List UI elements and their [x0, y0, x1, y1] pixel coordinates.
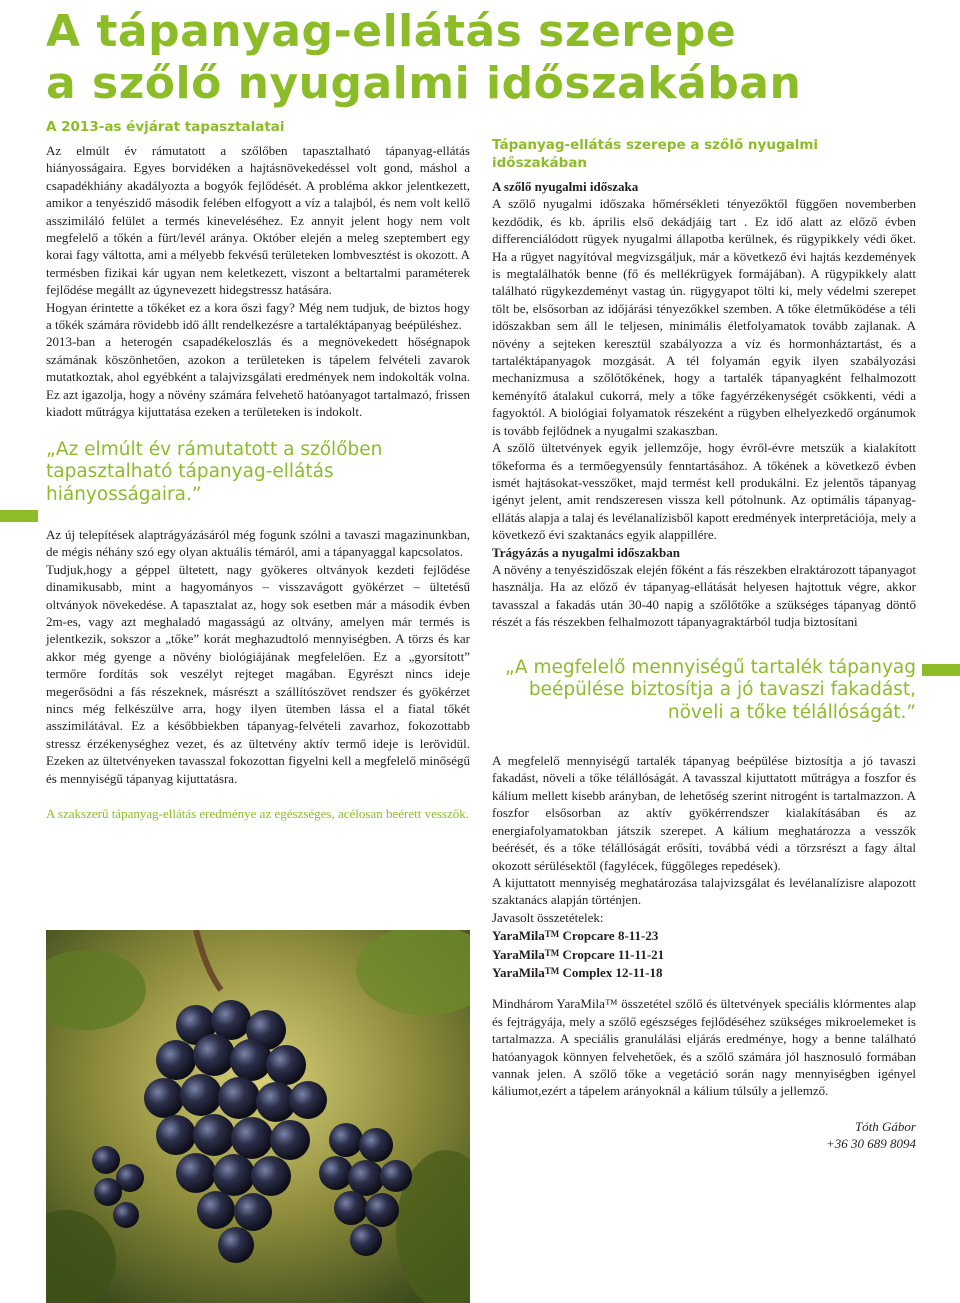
- author-phone: +36 30 689 8094: [825, 1136, 916, 1152]
- left-column: [46, 118, 470, 823]
- paragraph: Javasolt összetételek:: [492, 909, 604, 925]
- paragraph: A növény a tenyészidőszak elején főként a fás részekben elraktározott tápanyagot használja. Ha az előző év tápanyag-ellátását helyesen hajtottuk végre, akkor tavasszal a fakadás után 30-40 napig a szőlőtőke a szükséges tápanyag döntő részét a fás részekben felhalmozott tápanyagraktárból tudja biztosítani: [492, 561, 916, 630]
- accent-bar-left: [0, 510, 38, 522]
- subheading: A szőlő nyugalmi időszaka: [492, 179, 639, 194]
- page-title: [46, 6, 946, 110]
- paragraph: Hogyan érintette a tőkéket ez a kora őszi fagy? Még nem tudjuk, de biztos hogy a tőkék számára rövidebb idő állt rendelkezésre a tartaléktápanyag beépüléshez.: [46, 299, 470, 333]
- author-signature: [492, 1118, 916, 1153]
- title-line-2: a szőlő nyugalmi időszakában: [46, 58, 802, 109]
- grape-cluster-photo: [46, 930, 470, 1303]
- product-item: YaraMila™ Complex 12-11-18: [492, 964, 663, 980]
- pull-quote: „A megfelelő mennyiségű tartalék tápanyag beépülése biztosítja a jó tavaszi fakadást, növeli a tőke télállóságát.”: [504, 656, 916, 723]
- product-item: YaraMila™ Cropcare 11-11-21: [492, 946, 665, 962]
- subheading: Trágyázás a nyugalmi időszakban: [492, 544, 680, 560]
- accent-bar-right: [922, 664, 960, 676]
- title-line-1: A tápanyag-ellátás szerepe: [46, 6, 737, 57]
- paragraph: Az elmúlt év rámutatott a szőlőben tapasztalható tápanyag-ellátás hiányosságaira. Egyes borvidéken a hajtásnövekedéssel volt gond, máshol a csapadékhiány akadályozta a bogyók fejlődését. A probléma akkor jelentkezett, amikor a tenyészidő második felében elfogyott a víz a talajból, és nem volt kellő asszimiláló felület a termés kineveléséhez. Ez annyit jelent hogy nem volt megfelelő a tőkén a fürt/levél aránya. Október elején a meleg szeptembert egy korai fagy váltotta, ami a mélyebb fekvésű területeken lombvesztést is okozott. A termésben fizikai kár ugyan nem keletkezett, viszont a beltartalmi paraméterek fejlődése megállt az úgynevezett hidegstressz hatására.: [46, 143, 470, 298]
- right-column: [492, 136, 916, 1153]
- paragraph: 2013-ban a heterogén csapadékeloszlás és a megnövekedett hőségnapok számának köszönhetően, azokon a területeken is tápelem felvételi zavarok mutatkoztak, ahol egyébként a talajvizsgálati eredmények nem indokolták volna. Ez azt igazolja, hogy a növény számára felvehető hatóanyagot tartalmazó, frissen kiadott műtrágya kijuttatása ezeken a területeken is indokolt.: [46, 334, 470, 420]
- product-item: YaraMila™ Cropcare 8-11-23: [492, 928, 659, 944]
- section-heading: A 2013-as évjárat tapasztalatai: [46, 119, 285, 135]
- author-name: Tóth Gábor: [854, 1118, 916, 1134]
- paragraph: A szőlő ültetvények egyik jellemzője, hogy évről-évre metszük a kialakított tőkeforma és a termőegyensúly fenntartásához. A tőkének a következő évben ismét hajtásokat-vesszőket, majd termést kell produkálni. Ez jelentős tápanyag igényt jelent, amit rendszeresen vissza kell pótolnunk. Az optimális tápanyag-ellátás alapja a talaj és levélanalízisből kapott eredmények interpretációja, mely a következő évi szaktanács egyik alappillére.: [492, 440, 916, 543]
- section-heading: Tápanyag-ellátás szerepe a szőlő nyugalmi időszakában: [492, 137, 819, 171]
- paragraph: A szőlő nyugalmi időszaka hőmérsékleti tényezőktől függően novemberben kezdődik, és kb. április első dekádjáig tart . Ez idő alatt az előző évben differenciálódott rügyek nyugalmi állapotba kerülnek, és rügypikkely védi őket. Ha a rügyet nagyítóval megvizsgáljuk, már a következő évi hajtás kezdemények is megtalálhatók benne (fő és mellékrügyek formájában). A rügypikkely alatt található rügykezdeményt vastag ún. rügygyapot tölti ki, mely védelmi szerepet tölt be, elsősorban az időjárási tényezőkkel szemben. A tőke életműködése a téli időszakban sem áll le teljesen, minimális életfolyamatok tovább zajlanak. A növény a sejteken keresztül szabályozza a víz és hormonháztartást, és a tartaléktápanyagok mozgását. A tél folyamán egyik ilyen szabályozási mechanizmusa a szőlőtőkének, hogy a tartalék tápanyagként felhalmozott keményítő átalakul cukorrá, mely a tőke fagyérzékenységét csökkenti, védi a fagyoktól. A biológiai folyamatok részeként a rügyben elhelyezkedő orgánumok is tovább fejlődnek a nyugalmi szakaszban.: [492, 196, 916, 438]
- paragraph: A megfelelő mennyiségű tartalék tápanyag beépülése biztosítja a jó tavaszi fakadást, növeli a tőke télállóságát. A tavasszal kijuttatott műtrágya a foszfor és kálium mellett kisebb arányban, de lehetőség szerint nitrogént is tartalmazzon. A foszfor elsősorban az aktív gyökérrendszer kialakításában és az energiafolyamatokban játszik szerepet. A kálium meghatározza a vesszők beérését, és a tőke télállóságát erősíti, továbbá védi a törzsrészt a fagy által okozott sérülésektől (fagylécek, függőleges repedések).: [492, 753, 916, 873]
- image-caption: A szakszerű tápanyag-ellátás eredménye az egészséges, acélosan beérett vesszők.: [46, 806, 470, 822]
- pull-quote: „Az elmúlt év rámutatott a szőlőben tapasztalható tápanyag-ellátás hiányosságaira.”: [46, 438, 383, 505]
- paragraph: Mindhárom YaraMila™ összetétel szőlő és ültetvények speciális klórmentes alap és fejtrágyája, mely a szőlő egészséges fejlődéséhez szükséges mikroelemeket is tartalmazza. A speciális granulálási eljárás eredménye, hogy a benne található hatóanyagok könnyen felvehetőek, és a szőlő számára jól hasznosuló formában vannak jelen. A szőlő tőke a vegetáció során nagy mennyiségben igényel káliumot,ezért a tápelem arányoknál a kálium túlsúly a jellemző.: [492, 996, 916, 1099]
- paragraph: Az új telepítések alaptrágyázásáról még fogunk szólni a tavaszi magazinunkban, de mégis néhány szó egy olyan aktuális témáról, ami a tápanyaggal kapcsolatos.: [46, 527, 470, 560]
- paragraph: Tudjuk,hogy a géppel ültetett, nagy gyökeres oltványok kezdeti fejlődése dinamikusabb, mint a hagyományos – visszavágott gyökérzet – ültetésű oltványok növekedése. A tapasztalat az, hogy sok esetben már a második évben 2m-es, vagy azt meghaladó magasságú az oltvány, amelyen már termés is jelentkezik, sokszor a „tőke” korát meghazudtoló mennyiségben. A törzs és kar akkor még gyenge a növény biológiájának megfelelően. Ez a „gyorsított” termőre fordítás sok veszélyt rejteget magában. Egyrészt nincs ideje megerősödni a fás részeknek, másrészt a szállítószövet rendszer és gyökérzet nincs még felkészülve arra, hogy ilyen ütemben lássa el a fiatal tőkét asszimilátával. Ez a későbbiekben tápanyag-felvételi zavarhoz, fokozottabb stressz érzékenységhez vezet, és az ültetvény aktív termő ideje is lerövidül. Ezeken az ültetvényeken tavasszal fokozottan figyelni kell a megfelelő minőségű és mennyiségű tápanyag kijuttatásra.: [46, 561, 470, 786]
- paragraph: A kijuttatott mennyiség meghatározása talajvizsgálat és levélanalízisre alapozott szaktanács alapján történjen.: [492, 874, 916, 908]
